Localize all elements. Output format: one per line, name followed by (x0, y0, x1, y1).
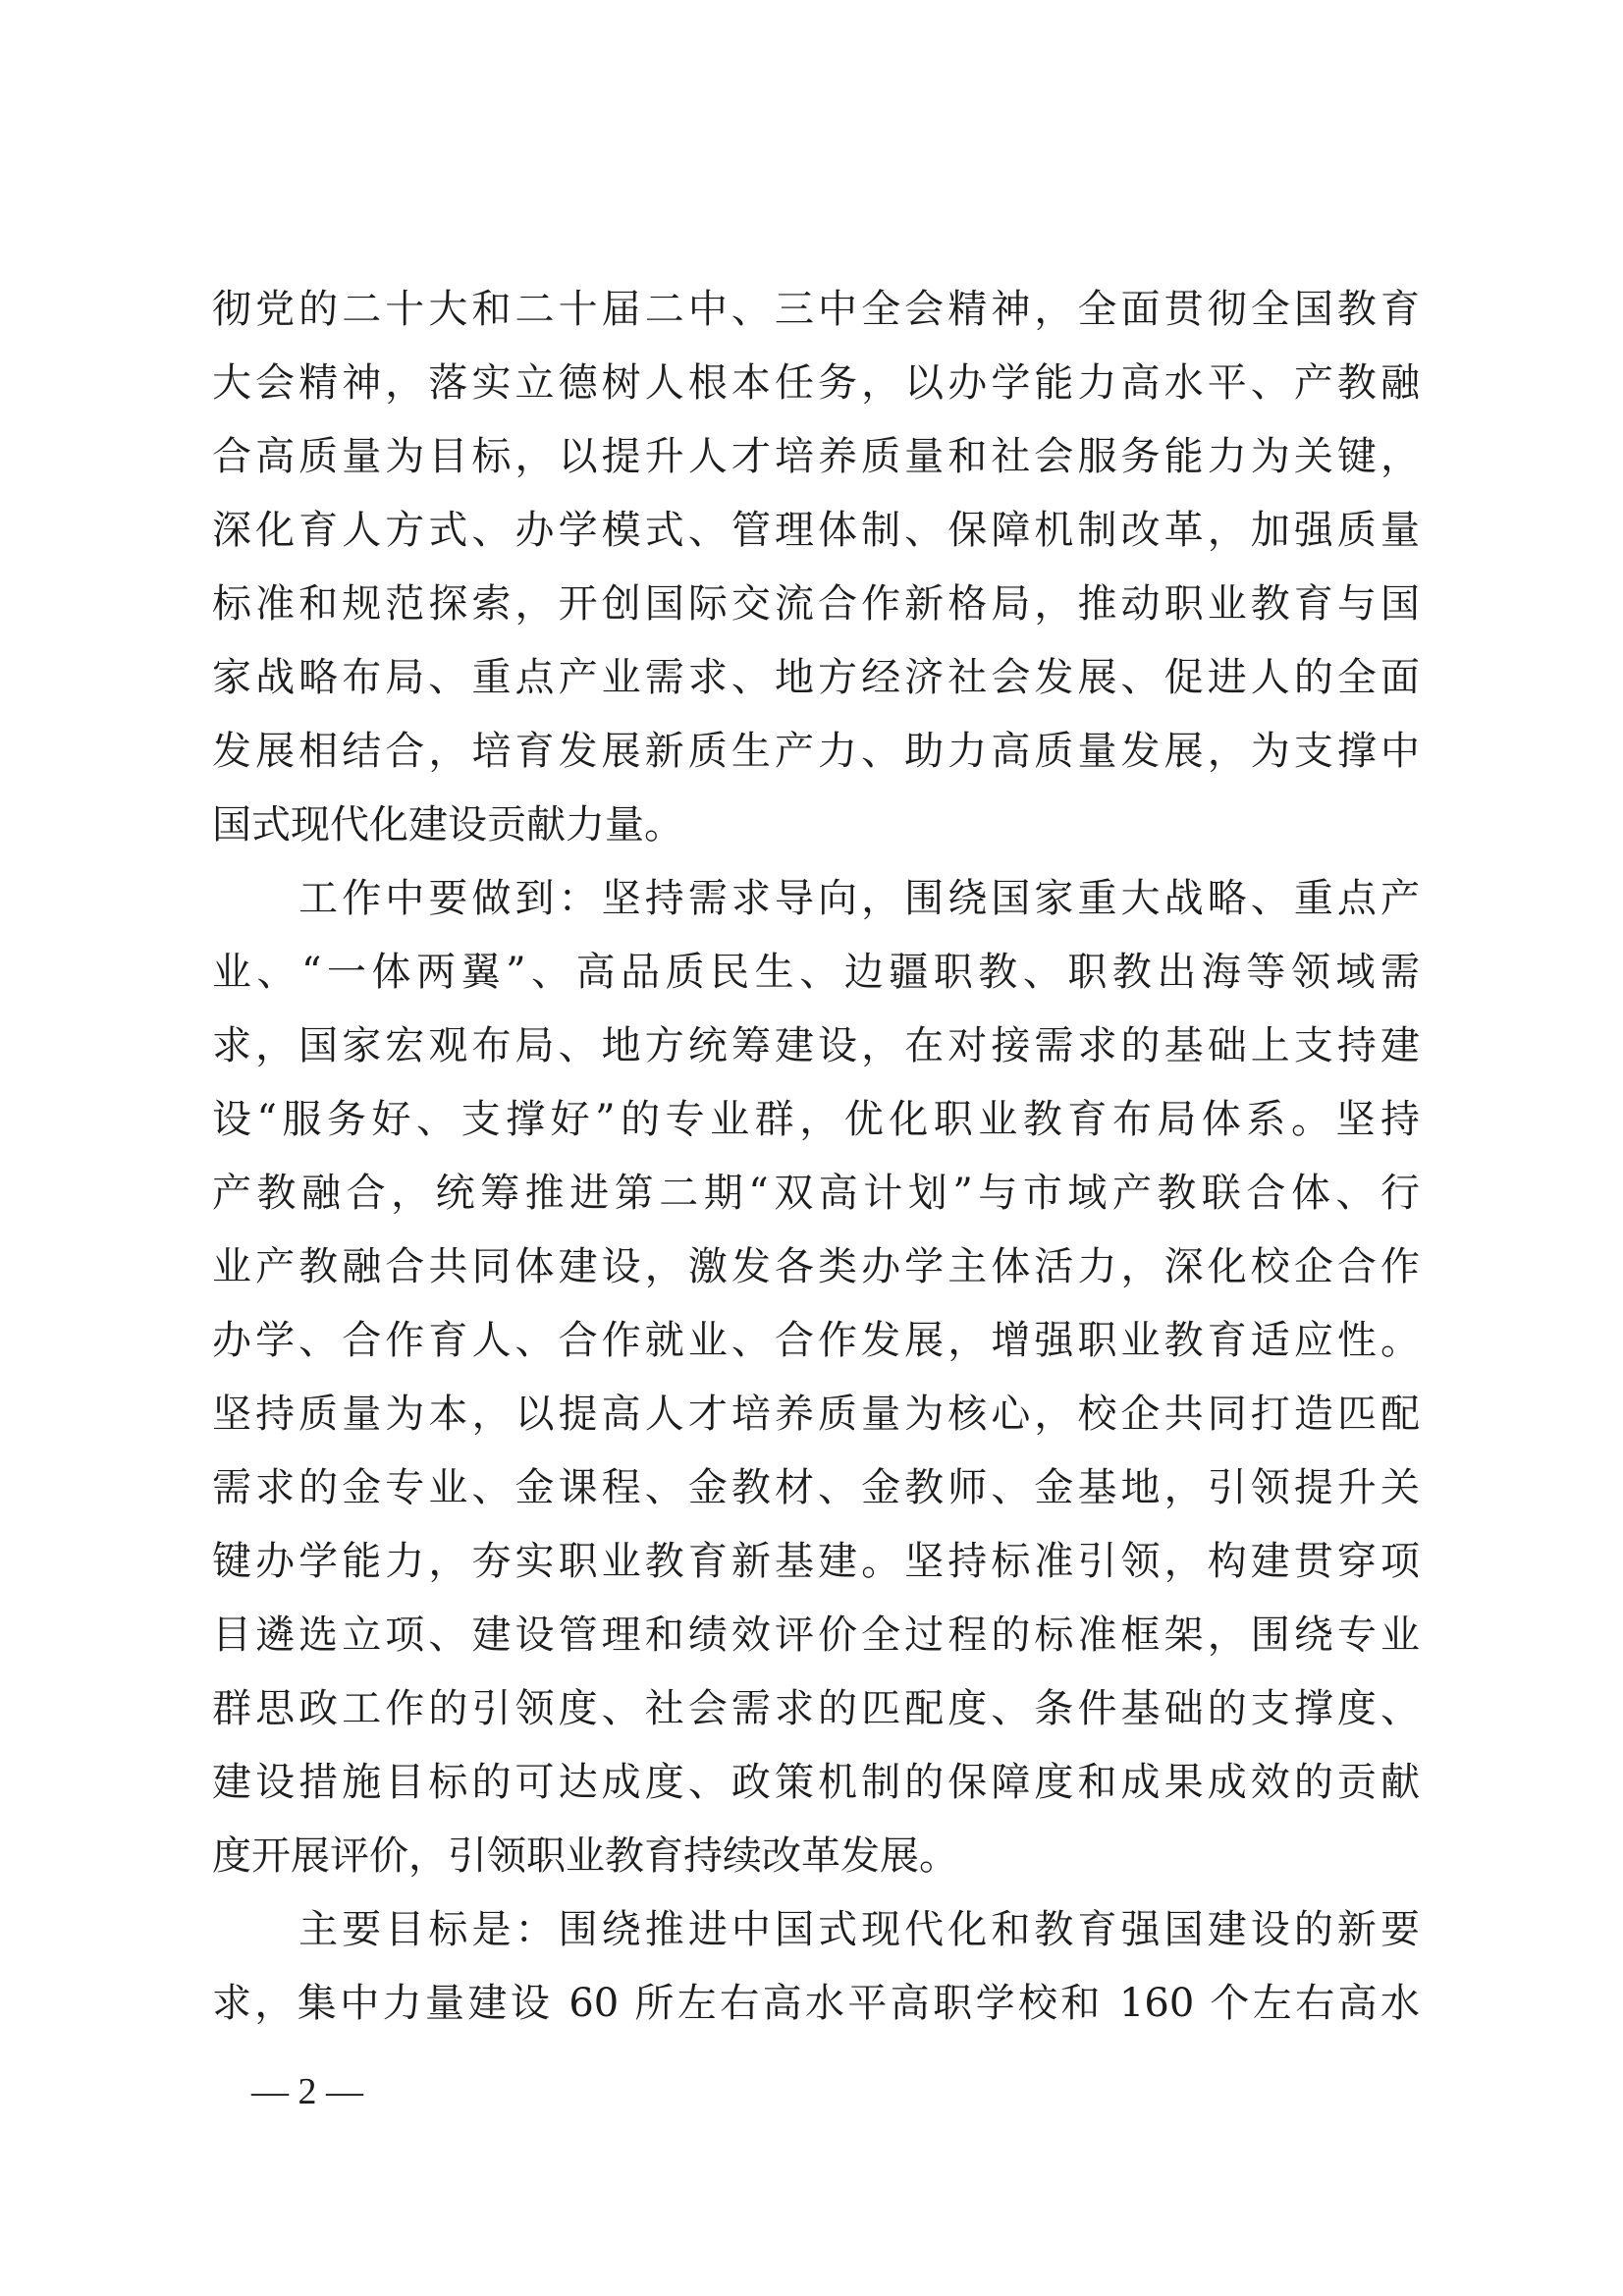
text-line: 办学、合作育人、合作就业、合作发展，增强职业教育适应性。 (212, 1318, 1420, 1363)
text-line: 群思政工作的引领度、社会需求的匹配度、条件基础的支撑度、 (212, 1686, 1420, 1731)
text-line: 家战略布局、重点产业需求、地方经济社会发展、促进人的全面 (212, 655, 1420, 700)
text-line: 深化育人方式、办学模式、管理体制、保障机制改革，加强质量 (212, 508, 1420, 553)
text-line: 工作中要做到：坚持需求导向，围绕国家重大战略、重点产 (212, 876, 1420, 921)
text-line: 度开展评价，引领职业教育持续改革发展。 (212, 1833, 958, 1879)
text-line: 求，国家宏观布局、地方统筹建设，在对接需求的基础上支持建 (212, 1023, 1420, 1068)
text-line: 国式现代化建设贡献力量。 (212, 802, 683, 847)
text-line: 合高质量为目标，以提升人才培养质量和社会服务能力为关键， (212, 434, 1420, 479)
text-line: 主要目标是：围绕推进中国式现代化和教育强国建设的新要 (212, 1907, 1420, 1952)
text-line: 建设措施目标的可达成度、政策机制的保障度和成果成效的贡献 (212, 1760, 1420, 1805)
text-line: 业产教融合共同体建设，激发各类办学主体活力，深化校企合作 (212, 1244, 1420, 1289)
paragraph-2 (212, 862, 1420, 1893)
text-line: 设“服务好、支撑好”的专业群，优化职业教育布局体系。坚持 (212, 1097, 1420, 1142)
text-line: 彻党的二十大和二十届二中、三中全会精神，全面贯彻全国教育 (212, 287, 1420, 332)
text-line: 大会精神，落实立德树人根本任务，以办学能力高水平、产教融 (212, 360, 1420, 406)
text-line: 标准和规范探索，开创国际交流合作新格局，推动职业教育与国 (212, 581, 1420, 627)
body-text (212, 273, 1420, 2041)
text-line: 坚持质量为本，以提高人才培养质量为核心，校企共同打造匹配 (212, 1392, 1420, 1437)
text-line: 目遴选立项、建设管理和绩效评价全过程的标准框架，围绕专业 (212, 1613, 1420, 1658)
text-line: 产教融合，统筹推进第二期“双高计划”与市域产教联合体、行 (212, 1171, 1420, 1216)
paragraph-1 (212, 273, 1420, 862)
text-line: 求，集中力量建设 60 所左右高水平高职学校和 160 个左右高水 (212, 1981, 1420, 2026)
text-line: 发展相结合，培育发展新质生产力、助力高质量发展，为支撑中 (212, 729, 1420, 774)
page-number: — 2 — (251, 2071, 363, 2112)
text-line: 键办学能力，夯实职业教育新基建。坚持标准引领，构建贯穿项 (212, 1539, 1420, 1584)
paragraph-3 (212, 1893, 1420, 2041)
text-line: 业、“一体两翼”、高品质民生、边疆职教、职教出海等领域需 (212, 950, 1420, 995)
text-line: 需求的金专业、金课程、金教材、金教师、金基地，引领提升关 (212, 1465, 1420, 1510)
